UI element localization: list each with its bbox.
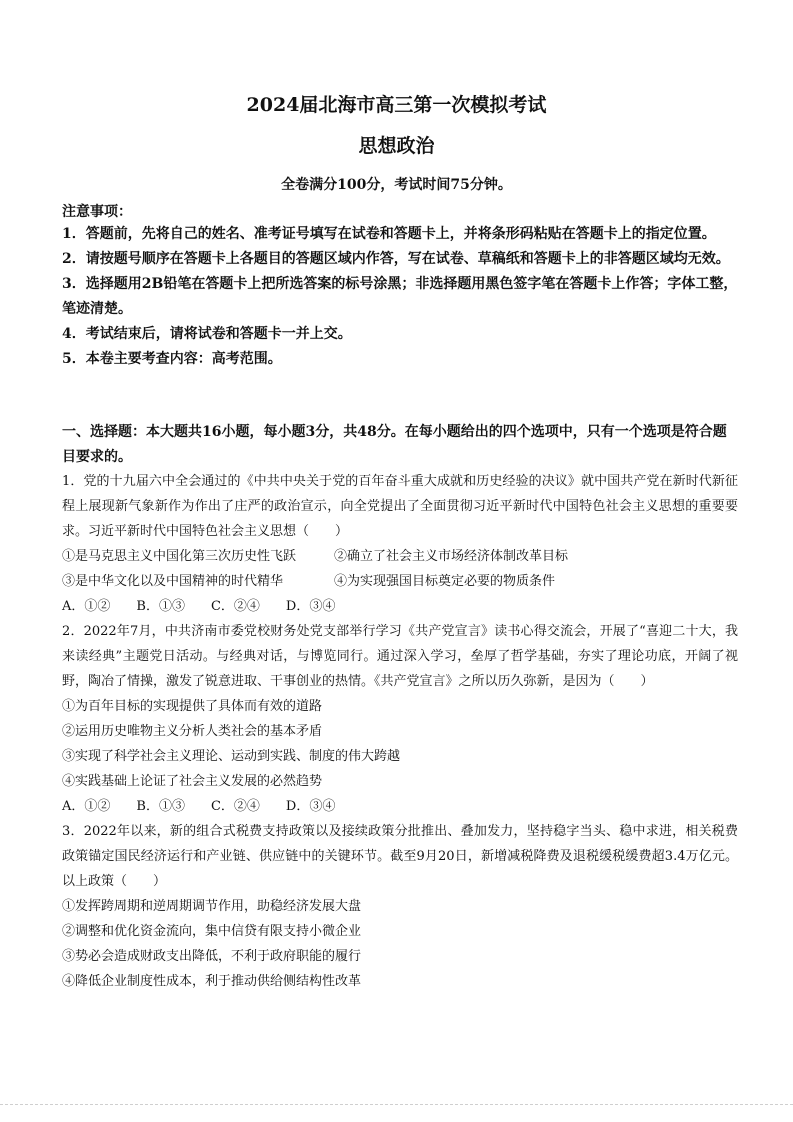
option-3: ③是中华文化以及中国精神的时代精华 [62, 574, 284, 589]
answer-d: D．③④ [285, 799, 336, 814]
section-heading: 一、选择题：本大题共16小题，每小题3分，共48分。在每小题给出的四个选项中，只有一个选项是符合题目要求的。 [62, 424, 727, 465]
question-3-stem: 3．2022年以来，新的组合式税费支持政策以及接续政策分批推出、叠加发力，坚持稳字当头、稳中求进，相关税费政策锚定国民经济运行和产业链、供应链中的关键环节。截至9月20日，新增减税降费及退税缓税缓费超3.4万亿元。以上政策（ ） [62, 824, 738, 889]
option-2: ②调整和优化资金流向，集中信贷有限支持小微企业 [62, 924, 362, 939]
subject-title: 思想政治 [358, 135, 435, 157]
note-item: 4．考试结束后，请将试卷和答题卡一并上交。 [62, 326, 352, 342]
question-2-answers [62, 794, 738, 819]
note-item: 3．选择题用2B铅笔在答题卡上把所选答案的标号涂黑；非选择题用黑色签字笔在答题卡上作答；字体工整，笔迹清楚。 [62, 276, 738, 317]
note-item: 1．答题前，先将自己的姓名、准考证号填写在试卷和答题卡上，并将条形码粘贴在答题卡上的指定位置。 [62, 226, 716, 242]
footer-divider [0, 1104, 793, 1105]
option-1: ①是马克思主义中国化第三次历史性飞跃 [62, 549, 297, 564]
option-2: ②确立了社会主义市场经济体制改革目标 [334, 549, 569, 564]
question-2-stem: 2．2022年7月，中共济南市委党校财务处党支部举行学习《共产党宣言》读书心得交流会，开展了“喜迎二十大，我来读经典”主题党日活动。与经典对话，与博览同行。通过深入学习，垒厚了哲学基础，夯实了理论功底，开阔了视野，陶冶了情操，激发了锐意进取、干事创业的热情。《共产党宣言》之所以历久弥新，是因为（ ） [62, 624, 738, 689]
note-item: 2．请按题号顺序在答题卡上各题目的答题区域内作答，写在试卷、草稿纸和答题卡上的非答题区域均无效。 [62, 251, 730, 267]
exam-title: 2024届北海市高三第一次模拟考试 [246, 94, 547, 116]
notes-list [62, 222, 738, 372]
option-1: ①发挥跨周期和逆周期调节作用，助稳经济发展大盘 [62, 899, 362, 914]
option-2: ②运用历史唯物主义分析人类社会的基本矛盾 [62, 724, 323, 739]
answer-c: C．②④ [210, 799, 260, 814]
answer-a: A．①② [62, 599, 111, 614]
notes-heading: 注意事项： [62, 204, 132, 220]
option-3: ③实现了科学社会主义理论、运动到实践、制度的伟大跨越 [62, 749, 401, 764]
answer-b: B．①③ [136, 799, 185, 814]
exam-info: 全卷满分100分，考试时间75分钟。 [281, 177, 512, 193]
question-1-stem: 1．党的十九届六中全会通过的《中共中央关于党的百年奋斗重大成就和历史经验的决议》就中国共产党在新时代新征程上展现新气象新作为作出了庄严的政治宣示，向全党提出了全面贯彻习近平新时代中国特色社会主义思想的重要要求。习近平新时代中国特色社会主义思想（ ） [62, 474, 738, 539]
answer-c: C．②④ [210, 599, 260, 614]
answer-b: B．①③ [136, 599, 185, 614]
option-4: ④为实现强国目标奠定必要的物质条件 [334, 574, 556, 589]
option-4: ④降低企业制度性成本，利于推动供给侧结构性改革 [62, 974, 362, 989]
option-4: ④实践基础上论证了社会主义发展的必然趋势 [62, 774, 323, 789]
answer-a: A．①② [62, 799, 111, 814]
option-1: ①为百年目标的实现提供了具体而有效的道路 [62, 699, 323, 714]
question-1-options-row [62, 569, 738, 594]
note-item: 5．本卷主要考查内容：高考范围。 [62, 351, 282, 367]
question-1-answers [62, 594, 738, 619]
option-3: ③势必会造成财政支出降低，不利于政府职能的履行 [62, 949, 362, 964]
question-1-options-row [62, 544, 738, 569]
question-list [62, 469, 738, 994]
answer-d: D．③④ [285, 599, 336, 614]
